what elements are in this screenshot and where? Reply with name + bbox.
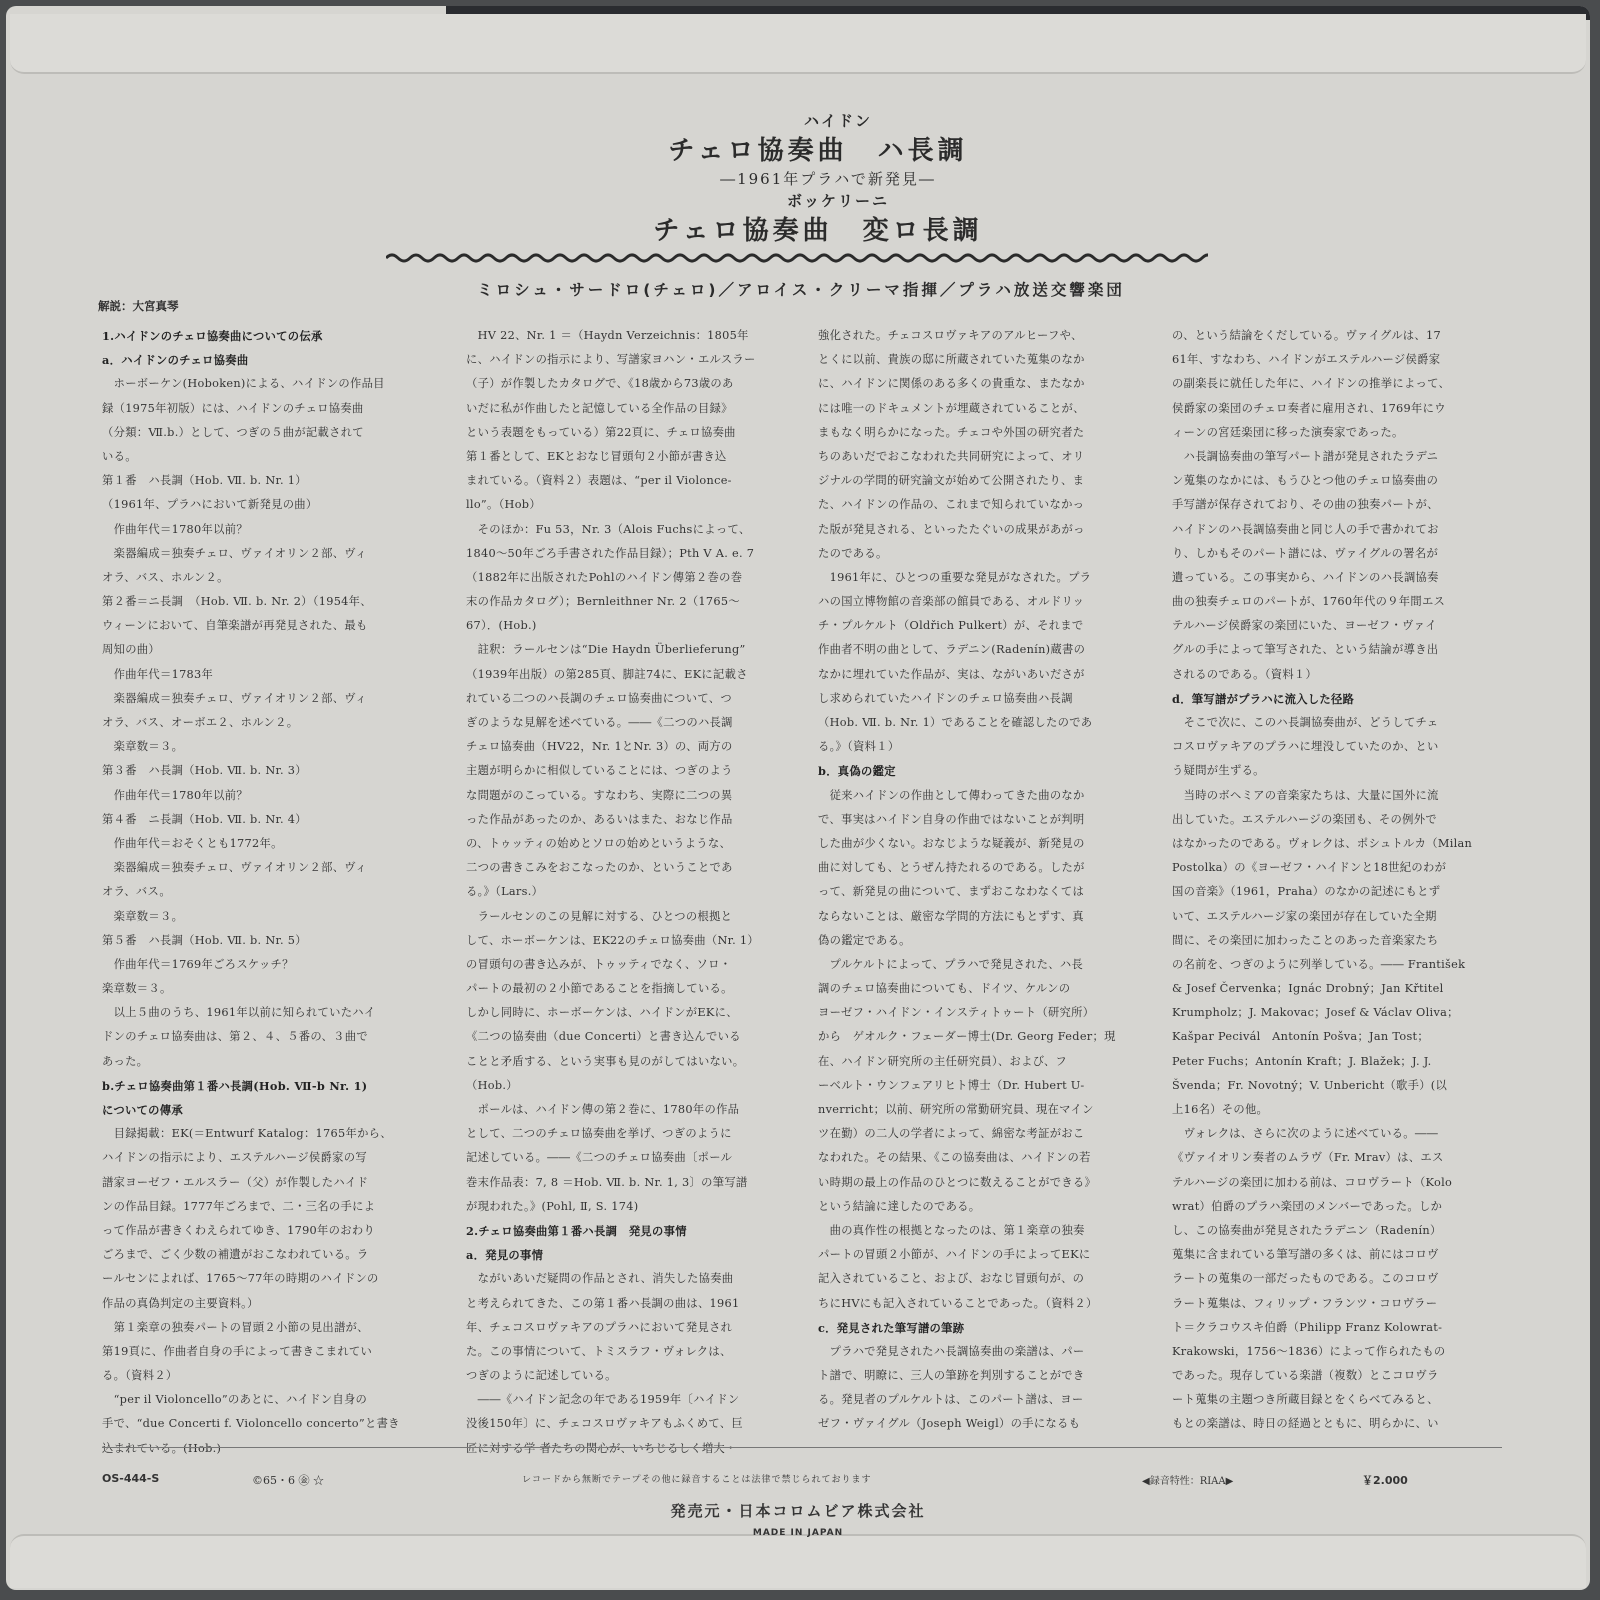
section-heading: a．ハイドンのチェロ協奏曲 [102,353,249,368]
text-line: もとの楽譜は、時日の経過とともに、明らかに、い [1172,1417,1439,1431]
title-haydn-concerto: チェロ協奏曲 ハ長調 [668,136,968,166]
text-line: しかし同時に、ホーボーケンは、ハイドンがEKに、 [466,1006,738,1020]
text-line: が現われた。》(Pohl, Ⅱ, S. 174) [466,1199,639,1213]
text-line: 主題が明らかに相似していることには、つぎのよう [466,764,733,778]
text-line: の名前を、つぎのように列挙している。―― František [1172,957,1466,971]
text-line: ハの国立博物館の音楽部の館員である、オルドリッ [818,595,1085,609]
text-line: 遺っている。この事実から、ハイドンのハ長調協奏 [1172,570,1439,584]
text-line: 楽章数＝３。 [102,909,184,923]
text-line: まもなく明らかになった。チェコや外国の研究者た [818,425,1085,439]
text-line: 国の音楽》（1961，Praha）のなかの記述にもとず [1172,885,1441,899]
text-line: ちのあいだでおこなわれた共同研究によって、オリ [818,449,1085,463]
text-line: う疑問が生ずる。 [1172,764,1265,778]
text-column-2 [466,324,786,1461]
text-line: た版が発見される、といったたぐいの成果があがっ [818,522,1085,536]
text-line: とくに以前、貴族の邸に所蔵されていた蒐集のなか [818,353,1085,367]
text-line: し求められていたハイドンのチェロ協奏曲ハ長調 [818,691,1073,705]
text-line: で、事実はハイドン自身の作曲ではないことが判明 [818,812,1085,826]
text-line: 註釈：ラールセンは“Die Haydn Überlieferung” [466,643,746,657]
text-line: プルケルトによって、プラハで発見された、ハ長 [818,957,1084,971]
text-line: Postolka）の《ヨーゼフ・ハイドンと18世紀のわが [1172,861,1447,875]
text-line: （Hob.） [466,1078,518,1092]
text-line: から ゲオルク・フェーダー博士(Dr. Georg Feder；現 [818,1030,1116,1044]
text-line: そのほか：Fu 53，Nr. 3（Alois Fuchsによって、 [466,522,751,536]
text-line: 当時のボヘミアの音楽家たちは、大量に国外に流 [1172,788,1439,802]
text-line: れている二つのハ長調のチェロ協奏曲について、つ [466,691,732,705]
wavy-divider [386,252,1208,264]
text-line: 曲の独奏チェロのパートが、1760年代の９年間エス [1172,595,1446,609]
text-line: 目録掲載：EK(＝Entwurf Katalog：1765年から、 [102,1127,392,1141]
text-line: 第５番 ハ長調（Hob. Ⅶ. b. Nr. 5） [102,933,307,947]
text-line: nverricht；以前、研究所の常勤研究員、現在マイン [818,1103,1094,1116]
text-line: 上16名）その他。 [1172,1103,1269,1116]
text-line: 第19頁に、作曲者自身の手によって書きこまれてい [102,1344,373,1358]
text-line: 侯爵家の楽団のチェロ奏者に雇用され、1769年にウ [1172,401,1446,415]
text-line: 強化された。チェコスロヴァキアのアルヒーフや、 [818,329,1083,342]
text-line: ドンのチェロ協奏曲は、第２、４、５番の、３曲で [102,1030,368,1044]
text-line: 周知の曲） [102,643,160,657]
text-line: として、二つのチェロ協奏曲を挙げ、つぎのように [466,1127,732,1141]
text-line: ールセンによれば、1765～77年の時期のハイドンの [102,1272,379,1286]
performers-line: ミロシュ・サードロ(チェロ)／アロイス・クリーマ指揮／プラハ放送交響楽団 [477,281,1125,299]
text-line: 楽章数＝３。 [102,740,184,754]
text-line: ながいあいだ疑問の作品とされ、消失した協奏曲 [466,1272,734,1286]
text-line: いて、エステルハージ家の楽団が存在していた全期 [1172,909,1437,923]
text-line: ポールは、ハイドン傳の第２巻に、1780年の作品 [466,1103,740,1116]
text-line: llo”。（Hob） [466,498,541,512]
text-line: ならないことは、厳密な学問的方法にもとずす、真 [818,909,1084,923]
section-heading: 1.ハイドンのチェロ協奏曲についての伝承 [102,329,323,343]
text-line: いる。 [102,449,137,463]
section-heading: 2.チェロ協奏曲第１番ハ長調 発見の事情 [466,1223,687,1238]
text-line: 調のチェロ協奏曲についても、ドイツ、ケルンの [818,982,1071,996]
text-line: 作曲年代＝1769年ごろスケッチ？ [102,957,294,971]
text-line: の、トゥッティの始めとソロの始めというような、 [466,836,732,850]
text-line: 以上５曲のうち、1961年以前に知られていたハイ [102,1006,376,1020]
text-line: 巻末作品表：7, 8 ＝Hob. Ⅶ. b. Nr. 1, 3〕の筆写譜 [466,1175,748,1189]
text-line: コスロヴァキアのプラハに埋没していたのか、とい [1172,740,1439,754]
text-line: （Hob. Ⅶ. b. Nr. 1）であることを確認したのであ [818,716,1093,729]
text-line: ちにHVにも記入されていることであった。（資料２） [818,1296,1098,1310]
price: ￥2.000 [1362,1474,1408,1487]
text-line: （子）が作製したカタログで、《18歳から73歳のあ [466,377,734,391]
text-line: ゼフ・ヴァイグル（Joseph Weigl）の手になるも [818,1417,1081,1431]
text-line: 曲に対しても、とうぜん持たれるのである。したが [818,861,1085,875]
text-line: 手で、“due Concerti f. Violoncello concerto”と書き [102,1417,400,1431]
text-line: ラート蒐集は、フィリップ・フランツ・コロヴラー [1172,1296,1438,1310]
text-line: ィーンの宮廷楽団に移った演奏家であった。 [1172,425,1404,439]
text-line: あった。 [102,1054,149,1068]
text-line: なかに埋れていた作品が、実は、ながいあいださが [818,667,1085,681]
subtitle-discovery: ―1961年プラハで新発見― [720,170,936,188]
text-line: ラートの蒐集の一部だったものである。このコロヴ [1172,1272,1439,1286]
text-line: （1882年に出版されたPohlのハイドン傳第２巻の巻 [466,570,743,584]
text-line: Krumpholz；J. Makovac；Josef & Václav Oliva； [1172,1006,1459,1020]
text-line: なわれた。その結果、《この協奏曲は、ハイドンの若 [818,1151,1091,1165]
section-heading: c．発見された筆写譜の筆跡 [818,1320,965,1335]
text-line: 込まれている。(Hob.) [102,1441,222,1455]
text-line: HV 22、Nr. 1 ＝（Haydn Verzeichnis：1805年 [466,329,749,342]
text-line: ート蒐集の主題つき所蔵目録とをくらべてみると、 [1172,1393,1439,1407]
text-column-1 [102,324,422,1461]
text-line: パートの最初の２小節であることを指摘している。 [466,982,733,996]
text-line: ラールセンのこの見解に対する、ひとつの根拠と [466,909,733,923]
text-line: ト＝クラコウスキ伯爵（Philipp Franz Kolowrat- [1172,1320,1443,1334]
text-line: した曲が少くない。おなじような疑義が、新発見の [818,836,1085,850]
text-line: ことと矛盾する、という実事も見のがしてはいない。 [466,1054,745,1068]
text-line: 第３番 ハ長調（Hob. Ⅶ. b. Nr. 3） [102,764,307,778]
text-line: な問題がのこっている。すなわち、実際に二つの異 [466,788,733,802]
text-line: 67）．(Hob.) [466,619,537,633]
text-line: （分類：Ⅶ.b.）として、つぎの５曲が記載されて [102,425,364,439]
text-line: グルの手によって筆写された、という結論が導き出 [1172,643,1439,657]
title-boccherini-concerto: チェロ協奏曲 変ロ長調 [653,216,983,246]
text-line: た。この事情について、トミスラフ・ヴォレクは、 [466,1344,732,1358]
text-line: チ・プルケルト（Oldřich Pulkert）が、それまで [818,619,1084,633]
text-line: 録（1975年初版）には、ハイドンのチェロ協奏曲 [102,401,364,415]
text-line: 在、ハイドン研究所の主任研究員）、および、フ [818,1054,1068,1068]
text-line: 従来ハイドンの作曲として傳わってきた曲のなか [818,788,1085,802]
text-line: の副楽長に就任した年に、ハイドンの推挙によって、 [1172,377,1451,391]
text-line: 楽器編成＝独奏チェロ、ヴァイオリン２部、ヴィ [102,861,367,875]
text-line: オラ、バス、オーボエ２、ホルン２。 [102,716,299,729]
text-line: って作品が書きくわえられてゆき、1790年のおわり [102,1223,376,1237]
text-line: 二つの書きこみをおこなったのか、ということであ [466,861,733,875]
text-line: 作曲年代＝おそくとも1772年。 [102,836,283,850]
footer-row [102,1472,1502,1490]
text-line: Kašpar Pecivál Antonín Pošva；Jan Tost； [1172,1030,1429,1044]
text-line: には唯一のドキュメントが埋蔵されていることが、 [818,401,1085,415]
bottom-flap [10,1534,1586,1588]
text-line: パートの冒頭２小節が、ハイドンの手によってEKに [818,1248,1091,1262]
text-line: して、ホーボーケンは、EK22のチェロ協奏曲（Nr. 1） [466,933,759,947]
release-code: ©65・6 ㊎ ☆ [252,1474,324,1487]
text-line: wrat）伯爵のプラハ楽団のメンバーであった。しか [1172,1199,1443,1213]
section-heading: b.チェロ協奏曲第１番ハ長調(Hob. Ⅶ-b Nr. 1) [102,1078,368,1093]
text-line: ぎのような見解を述べている。――《二つのハ長調 [466,716,733,729]
text-line: と考えられてきた、この第１番ハ長調の曲は、1961 [466,1296,740,1310]
text-line: 作曲年代＝1780年以前？ [102,788,248,802]
text-line: る。発見者のプルケルトは、このパート譜は、ヨー [818,1393,1084,1407]
seller-name: 発売元・日本コロムビア株式会社 [670,1502,926,1520]
text-line: チェロ協奏曲（HV22，Nr. 1とNr. 3）の、両方の [466,740,733,754]
text-line: はなかったのである。ヴォレクは、ポシュトルカ（Milan [1172,836,1473,850]
record-sleeve-back [6,6,1590,1590]
text-line: ジナルの学問的研究論文が始めて公開されたり、ま [818,474,1085,488]
text-line: Peter Fuchs；Antonín Kraft；J. Blažek；J. J. [1172,1054,1432,1068]
text-line: Švenda；Fr. Novotný；V. Unbericht（歌手）(以 [1172,1078,1448,1092]
text-line: テルハージの楽団に加わる前は、コロヴラート（Kolo [1172,1175,1453,1189]
text-line: 第１番として、EKとおなじ冒頭句２小節が書き込 [466,449,727,463]
section-heading: a．発見の事情 [466,1248,544,1263]
text-line: に、ハイドンの指示により、写譜家ヨハン・エルスラー [466,353,756,367]
text-line: 第１番 ハ長調（Hob. Ⅶ. b. Nr. 1） [102,474,307,488]
footer-divider [102,1447,1502,1448]
text-line: Krakowski，1756～1836）によって作られたもの [1172,1344,1446,1358]
text-line: 1961年に、ひとつの重要な発見がなされた。プラ [818,570,1092,584]
text-line: （1961年、プラハにおいて新発見の曲） [102,498,318,512]
text-line: 作曲年代＝1780年以前？ [102,522,248,536]
text-line: オラ、バス。 [102,885,172,899]
text-line: たのである。 [818,546,888,560]
text-line: 記述している。――《二つのチェロ協奏曲〔ポール [466,1151,733,1165]
text-line: されるのである。（資料１） [1172,667,1318,681]
text-line: 記入されていること、および、おなじ冒頭句が、の [818,1272,1085,1286]
text-line: ハイドンのハ長調協奏曲と同じ人の手で書かれてお [1172,522,1439,536]
text-line: 没後150年〕に、チェコスロヴァキアもふくめて、巨 [466,1417,743,1431]
text-line: 第４番 ニ長調（Hob. Ⅶ. b. Nr. 4） [102,812,307,826]
text-line: た、ハイドンの作品の、これまで知られていなかっ [818,498,1085,512]
text-line: ウィーンにおいて、自筆楽譜が再発見された、最も [102,619,368,633]
text-line: った作品があったのか、あるいはまた、おなじ作品 [466,812,733,826]
text-line: ごろまで、ごく少数の補遺がおこなわれている。ラ [102,1248,369,1262]
text-line: 年、チェコスロヴァキアのプラハにおいて発見され [466,1320,733,1334]
commentary-author: 解説：大宮真琴 [98,299,179,313]
top-flap [10,14,1586,74]
text-line: 間に、その楽団に加わったことのあった音楽家たち [1172,933,1439,947]
text-line: ツ在勤）の二人の学者によって、綿密な考証がおこ [818,1127,1085,1141]
text-line: に、ハイドンに関係のある多くの貴重な、またなか [818,377,1085,391]
text-line: であった。現存している楽譜（複数）とこコロヴラ [1172,1369,1439,1383]
text-line: ン蒐集のなかには、もうひとつ他のチェロ協奏曲の [1172,474,1439,488]
text-line: し、この協奏曲が発見されたラデニン（Radenín） [1172,1223,1442,1237]
text-line: & Josef Červenka；Ignác Drobný；Jan Křtitel [1172,982,1444,996]
text-line: 蒐集に含まれている筆写譜の多くは、前にはコロヴ [1172,1248,1439,1262]
text-line: という結論に達したのである。 [818,1199,981,1213]
text-line: る。》（資料１） [818,740,900,754]
text-line: “per il Violoncello”のあとに、ハイドン自身の [102,1393,368,1407]
text-line: ンの作品目録。1777年ごろまで、二・三名の手によ [102,1199,376,1213]
text-line: ――《ハイドン記念の年である1959年〔ハイドン [466,1393,740,1407]
text-line: ホーボーケン(Hoboken)による、ハイドンの作品目 [102,377,385,391]
text-line: 1840～50年ごろ手書された作品目録）；Pth V A. e. 7 [466,546,755,560]
text-line: の冒頭句の書き込みが、トゥッティでなく、ソロ・ [466,957,732,971]
text-line: 作曲年代＝1783年 [102,667,214,681]
text-line: まれている。（資料２）表題は、“per il Violonce- [466,474,732,488]
text-line: 《ヴァイオリン奏者のムラヴ（Fr. Mrav）は、エス [1172,1151,1444,1165]
text-line: 曲の真作性の根拠となったのは、第１楽章の独奏 [818,1223,1085,1237]
text-line: の、という結論をくだしている。ヴァイグルは、17 [1172,329,1441,342]
text-column-3 [818,324,1138,1437]
text-line: ーベルト・ウンフェアリヒト博士（Dr. Hubert U- [818,1078,1085,1092]
section-heading: b．真偽の鑑定 [818,764,896,779]
text-line: り、しかもそのパート譜には、ヴァイグルの署名が [1172,546,1439,560]
text-line: 譜家ヨーゼフ・エルスラー（父）が作製したハイド [102,1175,369,1189]
text-line: プラハで発見されたハ長調協奏曲の楽譜は、パー [818,1344,1085,1358]
text-line: 作品の真偽判定の主要資料。） [102,1296,259,1310]
text-line: ヨーゼフ・ハイドン・インスティトゥート（研究所） [818,1006,1095,1020]
text-line: 第２番＝ニ長調 （Hob. Ⅶ. b. Nr. 2）（1954年、 [102,595,372,609]
text-line: テルハージ侯爵家の楽団にいた、ヨーゼフ・ヴァイ [1172,619,1437,633]
text-line: 《二つの協奏曲（due Concerti）と書き込んでいる [466,1030,741,1044]
text-line: 楽器編成＝独奏チェロ、ヴァイオリン２部、ヴィ [102,546,367,560]
text-column-4 [1172,324,1492,1437]
text-line: ト譜で、明瞭に、三人の筆跡を判別することができ [818,1369,1085,1383]
catalog-number: OS-444-S [102,1472,160,1485]
text-line: 末の作品カタログ）；Bernleithner Nr. 2（1765～ [466,595,740,609]
text-line: 第１楽章の独奏パートの冒頭２小節の見出譜が、 [102,1320,369,1334]
made-in-japan: MADE IN JAPAN [752,1528,844,1538]
section-heading: についての傳承 [102,1103,183,1117]
text-line: ハイドンの指示により、エステルハージ侯爵家の写 [102,1151,367,1165]
text-line: 楽器編成＝独奏チェロ、ヴァイオリン２部、ヴィ [102,691,367,705]
text-line: 作曲者不明の曲として、ラデニン(Radenín)蔵書の [818,643,1086,657]
composer-haydn: ハイドン [803,112,872,130]
text-line: 偽の鑑定である。 [818,933,911,947]
section-heading: d．筆写譜がプラハに流入した径路 [1172,691,1355,706]
text-line: つぎのように記述している。 [466,1369,617,1383]
text-line: 楽章数＝３。 [102,982,172,996]
text-line: る。（資料２） [102,1369,178,1383]
text-line: ヴォレクは、さらに次のように述べている。―― [1172,1127,1439,1141]
text-line: 手写譜が保存されており、その曲の独奏パートが、 [1172,498,1439,512]
text-line: ハ長調協奏曲の筆写パート譜が発見されたラデニ [1172,449,1439,463]
text-line: 匠に対する学 者たちの関心が、いちじるしく増大・ [466,1441,737,1455]
text-line: る。》（Lars.） [466,885,544,899]
riaa-curve: ◀録音特性：RIAA▶ [1142,1476,1234,1487]
text-line: 出していた。エステルハージの楽団も、その例外で [1172,812,1437,826]
copy-warning: レコードから無断でテープその他に録音することは法律で禁じられております [522,1475,872,1485]
text-line: という表題をもっている）第22頁に、チェロ協奏曲 [466,425,736,439]
composer-boccherini: ボッケリーニ [786,192,889,210]
text-line: （1939年出版）の第285頁、脚註74に、EKに記載さ [466,667,748,681]
text-line: い時期の最上の作品のひとつに数えることができる》 [818,1175,1097,1189]
text-line: そこで次に、このハ長調協奏曲が、どうしてチェ [1172,716,1439,729]
text-line: いだに私が作曲したと記憶している全作品の目録》 [466,401,733,415]
text-line: って、新発見の曲について、まずおこなわなくては [818,885,1085,899]
text-line: 61年、すなわち、ハイドンがエステルハージ侯爵家 [1172,353,1441,367]
text-line: オラ、バス、ホルン２。 [102,570,229,584]
